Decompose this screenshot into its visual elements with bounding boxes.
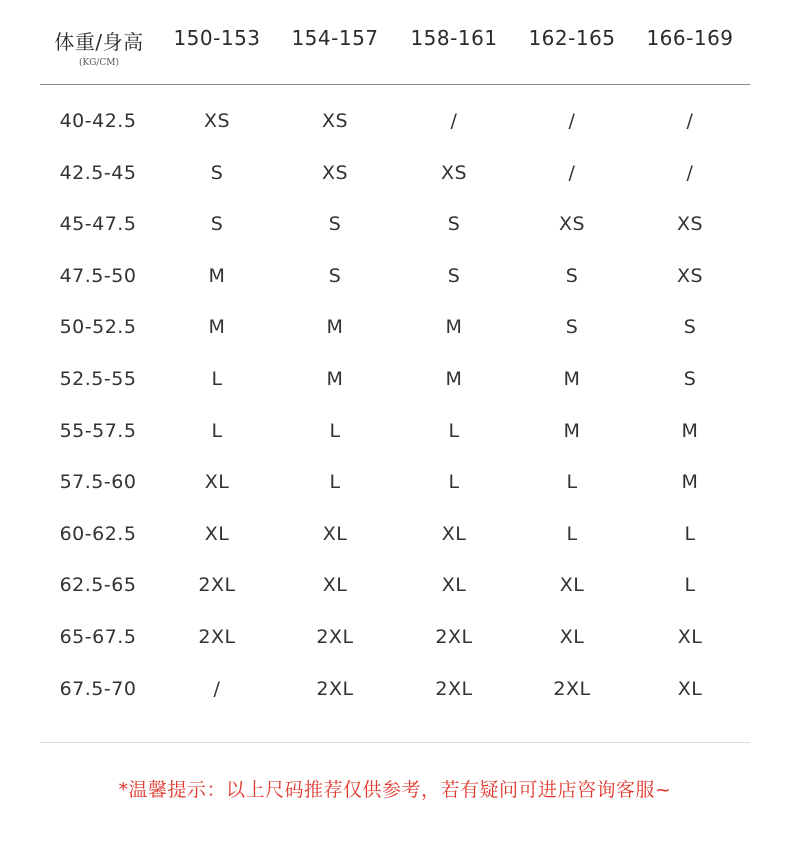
size-cell: / — [568, 110, 576, 132]
size-cell: M — [208, 265, 226, 287]
table-row — [0, 364, 790, 394]
footer-divider — [40, 742, 750, 743]
weight-label: 50-52.5 — [59, 316, 137, 338]
table-row — [0, 106, 790, 136]
reminder-note: *温馨提示：以上尺码推荐仅供参考，若有疑问可进店咨询客服~ — [118, 779, 672, 801]
size-cell: M — [445, 316, 463, 338]
size-cell: S — [683, 316, 697, 338]
size-cell: / — [568, 162, 576, 184]
size-cell: M — [208, 316, 226, 338]
size-cell: 2XL — [435, 626, 473, 648]
size-cell: S — [447, 213, 461, 235]
size-cell: XS — [440, 162, 468, 184]
height-header-5: 166-169 — [646, 26, 734, 50]
weight-label: 47.5-50 — [59, 265, 137, 287]
size-cell: / — [213, 678, 221, 700]
corner-title: 体重/身高 — [54, 30, 144, 54]
weight-label: 67.5-70 — [59, 678, 137, 700]
table-row — [0, 622, 790, 652]
size-cell: XL — [559, 574, 585, 596]
size-cell: L — [448, 420, 460, 442]
table-row — [0, 158, 790, 188]
table-row — [0, 674, 790, 704]
weight-label: 57.5-60 — [59, 471, 137, 493]
height-header-2: 154-157 — [291, 26, 379, 50]
size-cell: XL — [677, 678, 703, 700]
size-cell: / — [450, 110, 458, 132]
size-cell: S — [683, 368, 697, 390]
size-cell: L — [211, 420, 223, 442]
size-cell: L — [566, 523, 578, 545]
height-header-1: 150-153 — [173, 26, 261, 50]
size-cell: S — [565, 265, 579, 287]
corner-unit: (KG/CM) — [78, 58, 120, 68]
size-cell: S — [328, 213, 342, 235]
size-cell: L — [448, 471, 460, 493]
size-cell: L — [684, 574, 696, 596]
size-cell: XL — [322, 523, 348, 545]
table-row — [0, 519, 790, 549]
size-cell: L — [211, 368, 223, 390]
size-cell: XS — [558, 213, 586, 235]
weight-label: 55-57.5 — [59, 420, 137, 442]
size-cell: 2XL — [553, 678, 591, 700]
size-cell: L — [684, 523, 696, 545]
height-header-4: 162-165 — [528, 26, 616, 50]
table-row — [0, 467, 790, 497]
size-cell: M — [681, 420, 699, 442]
size-cell: L — [329, 471, 341, 493]
size-cell: 2XL — [435, 678, 473, 700]
table-row — [0, 570, 790, 600]
size-cell: XL — [677, 626, 703, 648]
size-cell: S — [328, 265, 342, 287]
size-cell: XS — [203, 110, 231, 132]
size-cell: S — [565, 316, 579, 338]
size-cell: XS — [321, 110, 349, 132]
size-cell: 2XL — [198, 626, 236, 648]
size-cell: M — [326, 316, 344, 338]
size-cell: M — [563, 368, 581, 390]
weight-label: 60-62.5 — [59, 523, 137, 545]
size-cell: L — [329, 420, 341, 442]
size-cell: XL — [204, 471, 230, 493]
size-cell: M — [445, 368, 463, 390]
size-cell: S — [447, 265, 461, 287]
size-cell: / — [686, 110, 694, 132]
size-cell: XL — [441, 523, 467, 545]
size-cell: XS — [676, 213, 704, 235]
weight-label: 65-67.5 — [59, 626, 137, 648]
weight-label: 52.5-55 — [59, 368, 137, 390]
size-cell: XL — [559, 626, 585, 648]
size-cell: 2XL — [316, 626, 354, 648]
size-cell: M — [563, 420, 581, 442]
size-cell: XL — [322, 574, 348, 596]
weight-label: 40-42.5 — [59, 110, 137, 132]
size-cell: L — [566, 471, 578, 493]
size-cell: / — [686, 162, 694, 184]
size-cell: XS — [676, 265, 704, 287]
size-cell: S — [210, 162, 224, 184]
table-row — [0, 209, 790, 239]
table-row — [0, 261, 790, 291]
size-cell: M — [681, 471, 699, 493]
size-cell: XL — [204, 523, 230, 545]
size-cell: 2XL — [316, 678, 354, 700]
header-divider — [40, 84, 750, 85]
corner-header — [40, 26, 158, 68]
size-cell: XL — [441, 574, 467, 596]
table-header — [0, 0, 790, 84]
table-row — [0, 312, 790, 342]
weight-label: 45-47.5 — [59, 213, 137, 235]
weight-label: 42.5-45 — [59, 162, 137, 184]
weight-label: 62.5-65 — [59, 574, 137, 596]
size-cell: S — [210, 213, 224, 235]
table-row — [0, 416, 790, 446]
size-cell: 2XL — [198, 574, 236, 596]
size-cell: XS — [321, 162, 349, 184]
size-cell: M — [326, 368, 344, 390]
height-header-3: 158-161 — [410, 26, 498, 50]
